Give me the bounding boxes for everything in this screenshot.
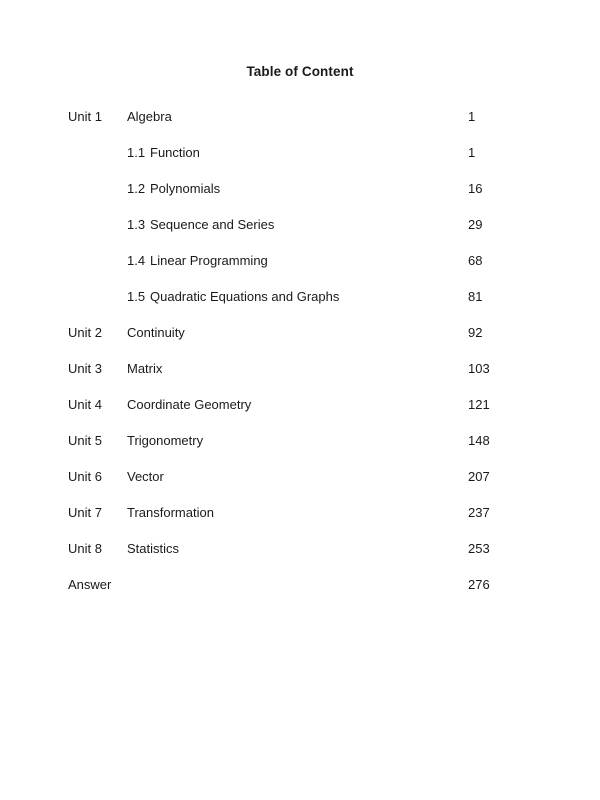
toc-entry[interactable] [0,135,600,171]
toc-entry-page-number: 81 [468,289,483,304]
toc-entry-unit: Unit 1 [68,109,102,124]
toc-entry-page-number: 103 [468,361,490,376]
toc-entry-title: Coordinate Geometry [127,397,252,412]
toc-entry-page-number: 148 [468,433,490,448]
toc-entry-title: Algebra [127,109,172,124]
toc-entry-unit: Unit 5 [68,433,102,448]
toc-entry-number: 1.4 [127,253,146,268]
toc-entry-unit: Unit 3 [68,361,102,376]
toc-entry-number: 1.1 [127,145,146,160]
toc-entry-title: Trigonometry [127,433,204,448]
toc-entry[interactable] [0,495,600,531]
toc-entry[interactable] [0,531,600,567]
toc-entry-page-number: 29 [468,217,483,232]
toc-entry-title: Transformation [127,505,214,520]
toc-entry-unit: Unit 7 [68,505,102,520]
toc-entry-title: Linear Programming [150,253,268,268]
toc-entry[interactable] [0,99,600,135]
toc-entry-title: Sequence and Series [150,217,275,232]
toc-entry[interactable] [0,171,600,207]
toc-entry-page-number: 253 [468,541,490,556]
toc-entry[interactable] [0,279,600,315]
toc-entry-page-number: 1 [468,109,476,124]
toc-entry[interactable] [0,423,600,459]
toc-entry[interactable] [0,315,600,351]
toc-entry-title: Matrix [127,361,163,376]
toc-entry-unit: Unit 6 [68,469,102,484]
toc-entry[interactable] [0,243,600,279]
toc-entry-title: Polynomials [150,181,221,196]
toc-entry-unit: Answer [68,577,112,592]
toc-entry-unit: Unit 2 [68,325,102,340]
toc-entry-page-number: 1 [468,145,476,160]
toc-entry[interactable] [0,387,600,423]
toc-entry-page-number: 121 [468,397,490,412]
toc-entry[interactable] [0,567,600,603]
toc-entry-page-number: 68 [468,253,483,268]
toc-entry-title: Continuity [127,325,185,340]
toc-entry-title: Statistics [127,541,180,556]
toc-entry-page-number: 16 [468,181,483,196]
toc-entry-page-number: 237 [468,505,490,520]
toc-entry-title: Function [150,145,200,160]
toc-entry-page-number: 207 [468,469,490,484]
toc-entry-page-number: 92 [468,325,483,340]
toc-entry[interactable] [0,459,600,495]
toc-entry-number: 1.5 [127,289,146,304]
toc-entry[interactable] [0,207,600,243]
toc-entry[interactable] [0,351,600,387]
page-title: Table of Content [246,64,354,79]
toc-entry-number: 1.3 [127,217,146,232]
toc-entry-page-number: 276 [468,577,490,592]
toc-entry-number: 1.2 [127,181,146,196]
toc-entry-title: Quadratic Equations and Graphs [150,289,340,304]
toc-entry-unit: Unit 8 [68,541,102,556]
table-of-contents [0,99,600,603]
toc-entry-unit: Unit 4 [68,397,102,412]
toc-entry-title: Vector [127,469,164,484]
